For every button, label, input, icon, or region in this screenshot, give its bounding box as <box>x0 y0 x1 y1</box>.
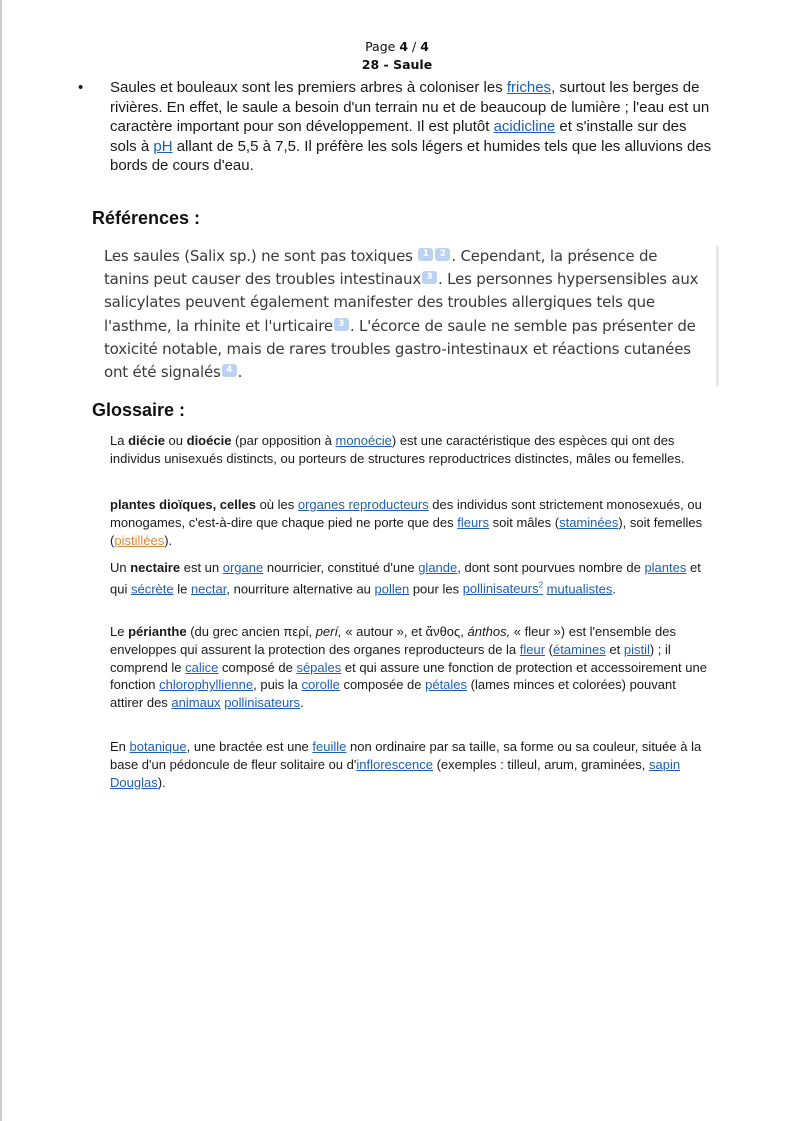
intro-bullet <box>78 78 712 176</box>
link-friches[interactable]: friches <box>506 79 552 96</box>
link-fleur[interactable]: fleur <box>519 641 546 657</box>
link-staminees[interactable]: staminées <box>559 514 619 530</box>
link-ph[interactable]: pH <box>153 137 173 155</box>
references-heading: Références : <box>92 208 201 228</box>
references-text: Les saules (Salix sp.) ne sont pas toxiques 1 2 . Cependant, la présence de tanins peut causer des troubles intestinaux 3 . Les personnes hypersensibles aux salicylates peuvent également manifester des troubles allergiques tels que l'asthme, la rhinite et l'urticaire 3 . L'écorce de saule ne semble pas présenter de toxicité notable, mais de rares troubles gastro-intestinaux et réactions cutanées ont été signalés 4 . <box>104 247 699 382</box>
citation-1[interactable]: 1 <box>418 248 433 261</box>
bullet-icon: • <box>78 79 84 96</box>
citation-4[interactable]: 4 <box>222 364 237 377</box>
link-nectar[interactable]: nectar <box>190 581 227 597</box>
link-chlorophyllienne[interactable]: chlorophyllienne <box>159 677 254 693</box>
page-edge <box>0 0 2 1121</box>
link-animaux[interactable]: animaux <box>171 695 221 711</box>
link-feuille[interactable]: feuille <box>312 739 347 754</box>
intro-text: Saules et bouleaux sont les premiers arbres à coloniser les friches, surtout les berges de rivières. En effet, le saule a besoin d'un terrain nu et de beaucoup de lumière ; l'eau est un caractère important pour son développement. Il est plutôt acidicline et s'installe sur des sols à pH allant de 5,5 à 7,5. Il préfère les sols légers et humides tels que les alluvions des bords de cours d'eau. <box>110 79 712 175</box>
citation-3[interactable]: 3 <box>422 271 437 284</box>
glossary-entry-perianthe: Le périanthe (du grec ancien περί, perí, « autour », et ἄνθος, ánthos, « fleur ») est l'ensemble des enveloppes qui assurent la protection des organes reproducteurs de la fleur (étamines et pistil) ; il comprend le calice composé de sépales et qui assure une fonction de protection et accessoirement une fonction chlorophyllienne, puis la corolle composée de pétales (lames minces et colorées) pouvant attirer des animaux pollinisateurs. <box>110 624 707 711</box>
link-glande[interactable]: glande <box>418 560 458 575</box>
references-scrollbar <box>716 246 719 386</box>
link-calice[interactable]: calice <box>185 659 219 675</box>
link-sapin-douglas[interactable]: sapin Douglas <box>110 756 681 790</box>
glossary-entry-nectaire: Un nectaire est un organe nourricier, constitué d'une glande, dont sont pourvues nombre de plantes et qui sécrète le nectar, nourriture alternative au pollen pour les pollinisateurs$^2$ mutualistes. <box>110 560 701 597</box>
link-plantes[interactable]: plantes <box>644 560 687 575</box>
glossary-entry-dioecie: La diécie ou dioécie (par opposition à monoécie) est une caractéristique des espèces qui ont des individus unisexués distincts, ou porteurs de structures reproductrices distinctes, mâles ou femelles. <box>110 433 685 466</box>
citation-3b[interactable]: 3 <box>334 318 349 331</box>
link-pollinisateurs[interactable]: pollinisateurs$^2$ <box>462 580 544 597</box>
link-organes-reproducteurs[interactable]: organes reproducteurs <box>297 497 429 512</box>
link-inflorescence[interactable]: inflorescence <box>356 756 433 772</box>
glossary-heading: Glossaire : <box>92 400 186 420</box>
link-fleurs[interactable]: fleurs <box>457 514 490 530</box>
link-petales[interactable]: pétales <box>425 677 468 693</box>
link-sepales[interactable]: sépales <box>296 659 342 675</box>
glossary-entry-bractee: En botanique, une bractée est une feuille non ordinaire par sa taille, sa forme ou sa couleur, située à la base d'un pédoncule de fleur solitaire ou d'inflorescence (exemples : tilleul, arum, graminées, sapin Douglas). <box>110 739 702 790</box>
page-subtitle: 28 - Saule <box>361 57 433 72</box>
link-organe[interactable]: organe <box>222 560 264 575</box>
link-corolle[interactable]: corolle <box>301 677 340 693</box>
glossary-entry-dioiques: plantes dioïques, celles où les organes reproducteurs des individus sont strictement monosexués, ou monogames, c'est-à-dire que chaque pied ne porte que des fleurs soit mâles (staminées), soit femelles (pistillées). <box>110 497 703 548</box>
link-pistil[interactable]: pistil <box>623 641 650 657</box>
page-number: Page 4 / 4 <box>365 39 429 54</box>
citation-2[interactable]: 2 <box>435 248 450 261</box>
link-pollinisateurs-2[interactable]: pollinisateurs <box>224 695 301 711</box>
link-monoecie[interactable]: monoécie <box>335 433 392 448</box>
page-header <box>0 38 794 74</box>
link-acidicline[interactable]: acidicline <box>493 118 556 136</box>
link-botanique[interactable]: botanique <box>129 739 187 754</box>
link-secrete[interactable]: sécrète <box>130 581 174 597</box>
link-etamines[interactable]: étamines <box>553 641 606 657</box>
link-pistillees[interactable]: pistillées <box>114 532 165 548</box>
link-mutualistes[interactable]: mutualistes <box>546 581 613 597</box>
link-pollen[interactable]: pollen <box>374 581 410 597</box>
